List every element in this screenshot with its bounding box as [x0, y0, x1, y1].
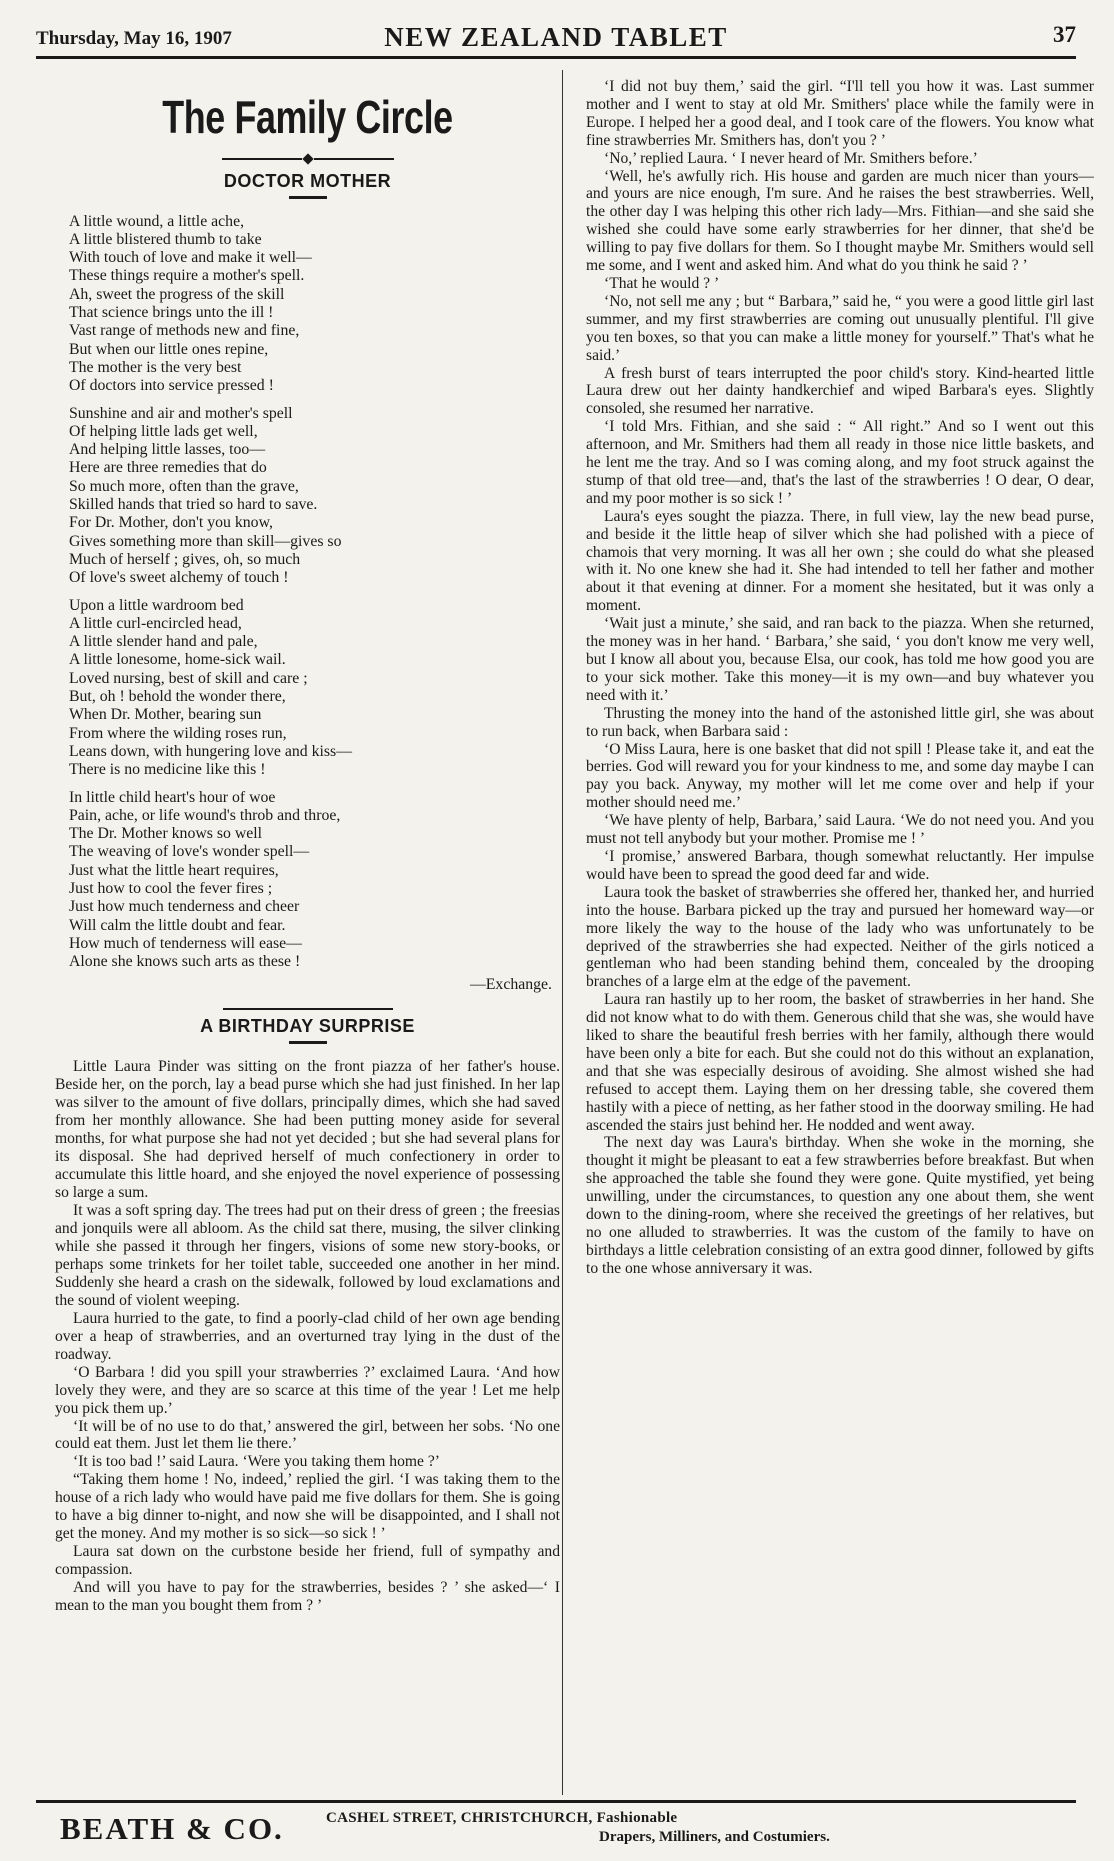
story-paragraph: Laura ran hastily up to her room, the basket of strawberries in her hand. She did not know what to do with them. Generous child that she was, she would have liked to share the beautiful fresh berries with her family, although there would have been only a bite for each. But she could not do this without an explanation, and that she was especially desirous of avoiding. She almost wished she had refused to accept them. Laying them on her dressing table, she covered them hastily with a piece of netting, as her father stood in the doorway smiling. He had ascended the stairs just behind her. He nodded and went away.: [586, 991, 1094, 1134]
poem-line: Gives something more than skill—gives so: [69, 532, 342, 550]
poem-line: Loved nursing, best of skill and care ;: [69, 669, 308, 687]
advertisement-banner: [36, 1800, 1076, 1849]
poem-line: From where the wilding roses run,: [69, 724, 287, 742]
story-paragraph: ‘Well, he's awfully rich. His house and garden are much nicer than yours—and yours are nice enough, I'm sure. And he raises the best strawberries. Well, the other day I was helping this other rich lady—Mrs. Fithian—and she said she wished she could have some early strawberries for her dinner, that she'd be willing to pay five dollars for them. So I thought maybe Mr. Smithers would sell me some, and I went and asked him. And what do you think he said ? ’: [586, 167, 1094, 275]
poem-stanza: [69, 213, 560, 396]
poem-line: Ah, sweet the progress of the skill: [69, 285, 285, 303]
poem-line: With touch of love and make it well—: [69, 249, 312, 267]
story-paragraph: “Taking them home ! No, indeed,’ replied the girl. ‘I was taking them to the house of a rich lady who would have paid me five dollars for them. She is going to have a big dinner to-night, and now she will be disappointed, and I shall not get the money. And my mother is so sick—so sick ! ’: [55, 1471, 560, 1543]
story-paragraph: ‘O Barbara ! did you spill your strawberries ?’ exclaimed Laura. ‘And how lovely they were, and they are so scarce at this time of the year ! Let me help you pick them up.’: [55, 1363, 560, 1417]
poem-line: Pain, ache, or life wound's throb and throe,: [69, 806, 341, 824]
poem-line: Of doctors into service pressed !: [69, 377, 274, 395]
poem-line: Just how much tenderness and cheer: [69, 898, 300, 916]
ornamental-rule: [55, 155, 560, 163]
poem-line: Here are three remedies that do: [69, 459, 267, 477]
story-paragraph: It was a soft spring day. The trees had put on their dress of green ; the freesias and jonquils were all abloom. As the child sat there, musing, the silver clinking while she passed it through her fingers, visions of some new story-books, or perhaps some trinkets for her toilet table, succeeded one another in her mind. Suddenly she heard a crash on the sidewalk, followed by loud exclamations and the sound of violent weeping.: [55, 1202, 560, 1309]
poem-line: The mother is the very best: [69, 358, 242, 376]
story-paragraph: ‘I did not buy them,’ said the girl. “I'll tell you how it was. Last summer mother and I went to stay at old Mr. Smithers' place while the family were in Europe. I helped her a good deal, and I took care of the flowers. You know what fine strawberries Mr. Smithers has, don't you ? ’: [586, 78, 1094, 149]
poem-line: How much of tenderness will ease—: [69, 934, 302, 952]
story-paragraph: ‘That he would ? ’: [604, 274, 720, 292]
poem-line: These things require a mother's spell.: [69, 267, 305, 285]
story-paragraph: A fresh burst of tears interrupted the poor child's story. Kind-hearted little Laura drew out her dainty handkerchief and wiped Barbara's eyes. Slightly consoled, she resumed her narrative.: [586, 364, 1094, 418]
poem-line: When Dr. Mother, bearing sun: [69, 706, 262, 724]
poem-line: Leans down, with hungering love and kiss—: [69, 742, 352, 760]
poem: [69, 213, 560, 972]
advertiser-trades: Drapers, Milliners, and Costumiers.: [599, 1829, 830, 1845]
story-paragraph: Laura took the basket of strawberries she offered her, thanked her, and hurried into the house. Barbara picked up the tray and pursued her homeward way—or more likely the way to the house of the lady who was unfortunately to be deprived of the strawberries she had expected. Neither of the girls noticed a gentleman who had been standing behind them, concealed by the drooping branches of a large elm at the edge of the pavement.: [586, 883, 1094, 991]
section-heading: The Family Circle: [162, 91, 453, 143]
poem-line: Will calm the little doubt and fear.: [69, 916, 286, 934]
poem-line: A little lonesome, home-sick wail.: [69, 651, 286, 669]
story-paragraph: Laura's eyes sought the piazza. There, in full view, lay the new bead purse, and beside it the little heap of silver which she had polished with a piece of chamois that very morning. It was all her own ; she could do what she pleased with it. No one knew she had it. She had intended to tell her father and mother about it that evening at dinner. For a moment she hesitated, but it was only a moment.: [586, 507, 1094, 615]
poem-line: Just what the little heart requires,: [69, 861, 279, 879]
poem-line: A little blistered thumb to take: [69, 230, 262, 248]
advertiser-address: CASHEL STREET, CHRISTCHURCH, Fashionable: [326, 1810, 678, 1826]
story-paragraph: ‘I promise,’ answered Barbara, though somewhat reluctantly. Her impulse would have been to spread the good deed far and wide.: [586, 847, 1094, 883]
story-paragraph: Thrusting the money into the hand of the astonished little girl, she was about to run back, when Barbara said :: [586, 704, 1094, 740]
poem-line: Of helping little lads get well,: [69, 422, 258, 440]
poem-line: Sunshine and air and mother's spell: [69, 404, 293, 422]
story-paragraph: ‘No, not sell me any ; but “ Barbara,” said he, “ you were a good little girl last summer, and my first strawberries are coming out unusually plentiful. I'll give you ten boxes, so that you can make a little money for yourself.” That's what he said.’: [586, 292, 1094, 364]
poem-line: In little child heart's hour of woe: [69, 788, 276, 806]
story-paragraph: ‘O Miss Laura, here is one basket that did not spill ! Please take it, and eat the berries. God will reward you for your kindness to me, and some day maybe I can pay you back. Anyway, my mother will let me come over and help if your mother should need me.’: [586, 740, 1094, 812]
poem-line: Upon a little wardroom bed: [69, 596, 244, 614]
story-paragraph: ‘No,’ replied Laura. ‘ I never heard of Mr. Smithers before.’: [604, 149, 978, 167]
poem-line: But when our little ones repine,: [69, 340, 269, 358]
title-underline: [289, 1041, 327, 1044]
poem-line: Of love's sweet alchemy of touch !: [69, 569, 289, 587]
story-text-right: [586, 78, 1094, 1278]
poem-stanza: [69, 789, 560, 972]
poem-line: And helping little lasses, too—: [69, 441, 266, 459]
poem-line: For Dr. Mother, don't you know,: [69, 514, 273, 532]
section-divider: [223, 1008, 393, 1010]
poem-line: Just how to cool the fever fires ;: [69, 879, 273, 897]
advertiser-name: BEATH & CO.: [60, 1811, 284, 1846]
poem-line: A little curl-encircled head,: [69, 614, 242, 632]
title-underline: [289, 196, 327, 199]
story-title: A BIRTHDAY SURPRISE: [200, 1016, 415, 1037]
story-paragraph: Laura sat down on the curbstone beside her friend, full of sympathy and compassion.: [55, 1543, 560, 1579]
poem-line: So much more, often than the grave,: [69, 477, 299, 495]
publication-title: NEW ZEALAND TABLET: [384, 22, 728, 52]
right-column: [586, 78, 1094, 1278]
page-number: 37: [1053, 22, 1076, 47]
poem-stanza: [69, 597, 560, 780]
story-paragraph: ‘It will be of no use to do that,’ answered the girl, between her sobs. ‘No one could eat them. Just let them lie there.’: [55, 1417, 560, 1453]
page-header: [36, 22, 1076, 59]
story-paragraph: Little Laura Pinder was sitting on the front piazza of her father's house. Beside her, on the porch, lay a bead purse which she had just finished. In her lap was silver to the amount of five dollars, principally dimes, which she had saved from her monthly allowance. She had been putting money aside for several months, for what purpose she had not yet decided ; but she had several plans for its disposal. She had deprived herself of much confectionery in order to accumulate this little hoard, and she enjoyed the novel experience of possessing so large a sum.: [55, 1058, 560, 1202]
poem-line: Alone she knows such arts as these !: [69, 953, 301, 971]
poem-line: That science brings unto the ill !: [69, 304, 274, 322]
poem-line: The Dr. Mother knows so well: [69, 825, 263, 843]
story-text-left: [55, 1058, 560, 1615]
poem-line: Much of herself ; gives, oh, so much: [69, 550, 301, 568]
story-paragraph: ‘We have plenty of help, Barbara,’ said Laura. ‘We do not need you. And you must not tell anybody but your mother. Promise me ! ’: [586, 812, 1094, 848]
poem-line: A little slender hand and pale,: [69, 633, 258, 651]
story-paragraph: ‘It is too bad !’ said Laura. ‘Were you taking them home ?’: [73, 1453, 440, 1471]
column-divider: [562, 70, 563, 1795]
story-paragraph: And will you have to pay for the strawberries, besides ? ’ she asked—‘ I mean to the man you bought them from ? ’: [55, 1579, 560, 1615]
poem-line: Vast range of methods new and fine,: [69, 322, 300, 340]
poem-credit: —Exchange.: [469, 976, 552, 994]
poem-line: But, oh ! behold the wonder there,: [69, 688, 286, 706]
poem-title: DOCTOR MOTHER: [223, 170, 392, 191]
poem-line: The weaving of love's wonder spell—: [69, 843, 310, 861]
story-paragraph: The next day was Laura's birthday. When she woke in the morning, she thought it might be pleasant to eat a few strawberries before breakfast. But when she approached the table she found they were gone. Quite mystified, yet being unwilling, under the circumstances, to question any one about them, she went down to the dining-room, where she received the greetings of her relatives, but no one alluded to strawberries. It was the custom of the family to have on birthdays a little celebration consisting of an extra good dinner, followed by gifts to the one whose anniversary it was.: [586, 1134, 1094, 1277]
poem-stanza: [69, 405, 560, 588]
story-paragraph: ‘Wait just a minute,’ she said, and ran back to the piazza. When she returned, the money was in her hand. ‘ Barbara,’ she said, ‘ you don't know me very well, but I know all about you, because Elsa, our cook, has told me how good you are to your sick mother. Take this money—it is my own—and buy whatever you need with it.’: [586, 615, 1094, 704]
poem-line: There is no medicine like this !: [69, 761, 266, 779]
story-paragraph: ‘I told Mrs. Fithian, and she said : “ All right.” And so I went out this afternoon, and Mr. Smithers had them all ready in those nice little baskets, and he lent me the tray. And so I was coming along, and my foot struck against the stump of that old tree—and, that's the last of the strawberries ! O dear, O dear, and my poor mother is so sick ! ’: [586, 418, 1094, 507]
left-column: [55, 78, 560, 1615]
story-paragraph: Laura hurried to the gate, to find a poorly-clad child of her own age bending over a heap of strawberries, and an overturned tray lying in the dust of the roadway.: [55, 1309, 560, 1363]
poem-line: A little wound, a little ache,: [69, 212, 245, 230]
poem-line: Skilled hands that tried so hard to save.: [69, 496, 318, 514]
issue-date: Thursday, May 16, 1907: [36, 28, 232, 49]
